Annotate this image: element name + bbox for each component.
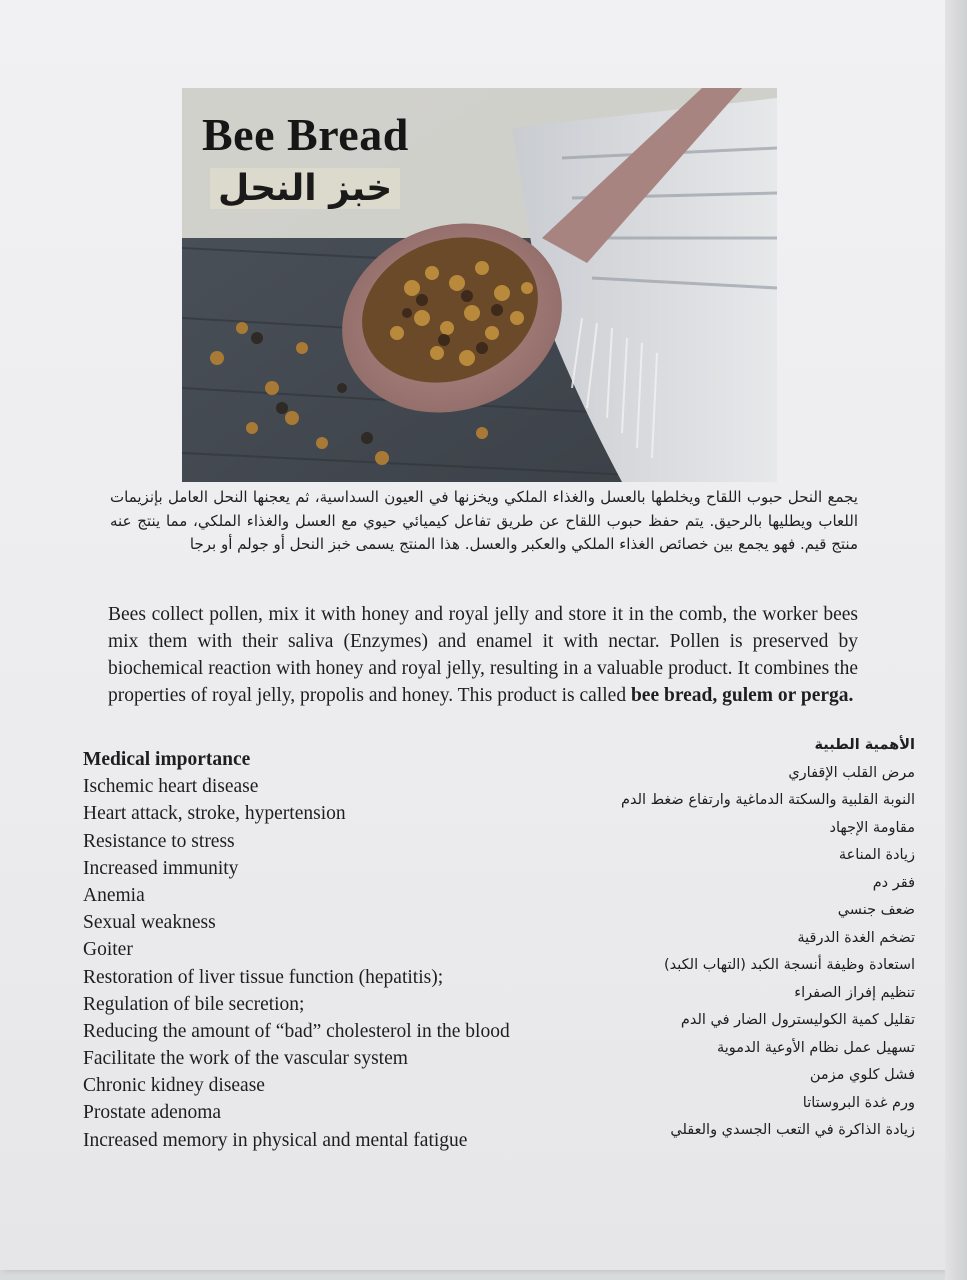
list-item: Increased immunity xyxy=(83,857,239,879)
list-item: Anemia xyxy=(83,884,145,906)
list-item: تضخم الغدة الدرقية xyxy=(797,929,915,946)
medical-importance-en xyxy=(83,746,583,1154)
list-item: Ischemic heart disease xyxy=(83,776,259,798)
medical-importance-ar xyxy=(520,732,915,1145)
english-paragraph xyxy=(108,601,858,709)
list-item: فشل كلوي مزمن xyxy=(809,1067,915,1083)
list-item: ضعف جنسي xyxy=(837,902,915,918)
hero-title-en: Bee Bread xyxy=(202,109,409,160)
list-item: فقر دم xyxy=(872,874,915,891)
list-item: ورم غدة البروستاتا xyxy=(802,1094,915,1111)
list-item: تنظيم إفراز الصفراء xyxy=(794,984,915,1001)
list-item: Resistance to stress xyxy=(83,830,235,852)
list-item: مقاومة الإجهاد xyxy=(829,819,915,836)
list-item: Increased memory in physical and mental fatigue xyxy=(83,1129,468,1151)
list-item: Restoration of liver tissue function (hepatitis); xyxy=(83,966,444,988)
list-item: Regulation of bile secretion; xyxy=(83,993,305,1015)
list-item: استعادة وظيفة أنسجة الكبد (التهاب الكبد) xyxy=(664,957,915,973)
english-paragraph-bold: bee bread, gulem or perga. xyxy=(630,685,854,706)
list-item: تقليل كمية الكوليسترول الضار في الدم xyxy=(680,1012,915,1028)
list-item: النوبة القلبية والسكتة الدماغية وارتفاع ضغط الدم xyxy=(621,792,915,808)
list-item: Facilitate the work of the vascular system xyxy=(83,1048,408,1070)
hero-image xyxy=(182,88,777,482)
list-item: Goiter xyxy=(83,939,133,961)
medical-heading-en: Medical importance xyxy=(83,749,251,770)
arabic-paragraph: يجمع النحل حبوب اللقاح ويخلطها بالعسل والغذاء الملكي ويخزنها في العيون السداسية، ثم يعجنها النحل العامل بإنزيمات اللعاب ويطليها بالرحيق. يتم حفظ حبوب اللقاح عن طريق تفاعل كيميائي حيوي مع العسل والغذاء الملكي، مما ينتج عنه منتج قيم. فهو يجمع بين خصائص الغذاء الملكي والعكبر والعسل. هذا المنتج يسمى خبز النحل أو جولم أو برجا xyxy=(110,488,858,553)
list-item: Prostate adenoma xyxy=(83,1102,222,1124)
hero-title-ar: خبز النحل xyxy=(210,168,400,209)
list-item: زيادة الذاكرة في التعب الجسدي والعقلي xyxy=(670,1122,915,1138)
english-paragraph-text: Bees collect pollen, mix it with honey and royal jelly and store it in the comb, the worker bees mix them with their saliva (Enzymes) and enamel it with nectar. Pollen is preserved by biochemical reaction with honey and royal jelly, resulting in a valuable product. It combines the properties of royal jelly, propolis and honey. This product is called xyxy=(108,604,858,706)
list-item: Reducing the amount of “bad” cholesterol in the blood xyxy=(83,1020,510,1042)
list-item: Chronic kidney disease xyxy=(83,1075,265,1097)
page-edge xyxy=(945,0,967,1280)
medical-heading-ar: الأهمية الطبية xyxy=(814,737,915,753)
list-item: Heart attack, stroke, hypertension xyxy=(83,803,346,825)
list-item: مرض القلب الإقفاري xyxy=(788,764,915,781)
list-item: Sexual weakness xyxy=(83,912,216,934)
list-item: زيادة المناعة xyxy=(838,847,915,863)
list-item: تسهيل عمل نظام الأوعية الدموية xyxy=(716,1039,915,1056)
